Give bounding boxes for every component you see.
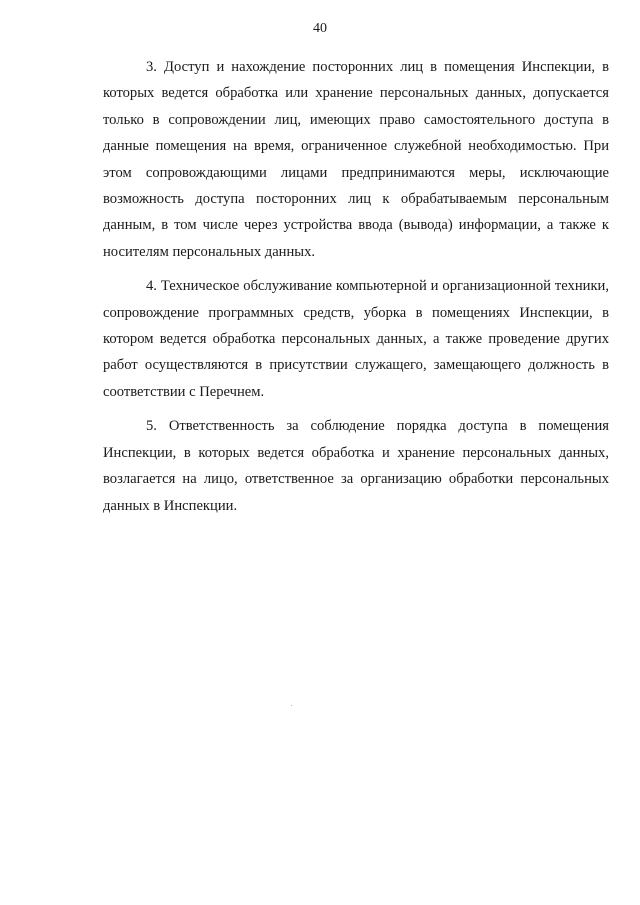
- paragraph-5-responsibility: 5. Ответственность за соблюдение порядка доступа в помещения Инспекции, в которых ведется обработка и хранение персональных данных, возлагается на лицо, ответственное за организацию обработки персональных данных в Инспекции.: [103, 418, 609, 514]
- paragraph-4-technical-maintenance: 4. Техническое обслуживание компьютерной и организационной техники, сопровождение программных средств, уборка в помещениях Инспекции, в котором ведется обработка персональных данных, а также проведение других работ осуществляются в присутствии служащего, замещающего должность в соответствии с Перечнем.: [103, 278, 609, 400]
- page-number: 40: [313, 21, 327, 36]
- scan-speck: [291, 705, 292, 706]
- paragraph-3-access-of-outsiders: 3. Доступ и нахождение посторонних лиц в помещения Инспекции, в которых ведется обработка или хранение персональных данных, допускается только в сопровождении лиц, имеющих право самостоятельного доступа в данные помещения на время, ограниченное служебной необходимостью. При этом сопровождающими лицами предпринимаются меры, исключающие возможность доступа посторонних лиц к обрабатываемым персональным данным, в том числе через устройства ввода (вывода) информации, а также к носителям персональных данных.: [103, 59, 609, 260]
- document-body: [103, 54, 609, 527]
